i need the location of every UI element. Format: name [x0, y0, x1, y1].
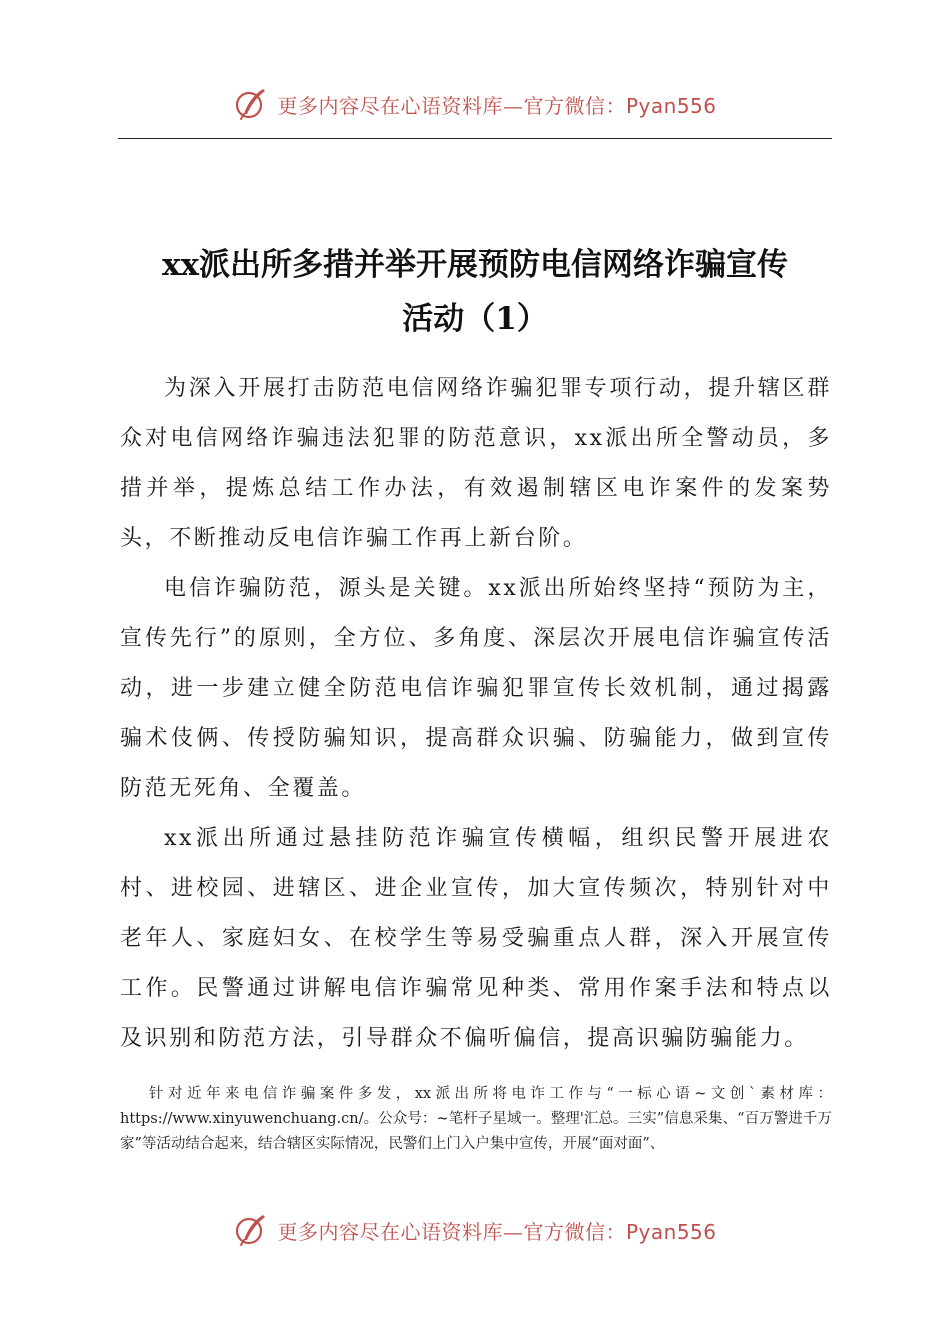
header-contact-label: 官方微信： [523, 93, 626, 118]
footer-separator: — [502, 1219, 524, 1244]
quill-pen-icon [233, 1212, 269, 1248]
footer-watermark [0, 1210, 950, 1250]
quill-pen-icon [233, 86, 269, 122]
document-body [120, 364, 832, 1064]
header-watermark-text [277, 90, 716, 119]
body-paragraph-1: 为深入开展打击防范电信网络诈骗犯罪专项行动，提升辖区群众对电信网络诈骗违法犯罪的防范意识，xx派出所全警动员，多措并举，提炼总结工作办法，有效遏制辖区电诈案件的发案势头，不断推动反电信诈骗工作再上新台阶。 [120, 376, 832, 551]
footer-contact-label: 官方微信： [523, 1219, 626, 1244]
small-print-section [120, 1082, 832, 1157]
header-brand-text: 更多内容尽在心语资料库 [277, 93, 503, 118]
small-paragraph: 针对近年来电信诈骗案件多发，xx派出所将电诈工作与“一标心语~文创`素材库：https://www.xinyuwenchuang.cn/。公众号：~笔杆子星域一。整理'汇总。三实”信息采集、“百万警进千万家”等活动结合起来，结合辖区实际情况，民警们上门入户集中宣传，开展“面对面”、 [120, 1086, 832, 1152]
document-title [110, 238, 840, 346]
footer-brand-text: 更多内容尽在心语资料库 [277, 1219, 503, 1244]
title-line-2: 活动（1） [402, 301, 548, 337]
title-line-1: xx派出所多措并举开展预防电信网络诈骗宣传 [162, 247, 788, 283]
header-contact-id: Pyan556 [625, 93, 717, 118]
header-divider [118, 138, 832, 139]
header-separator: — [502, 93, 524, 118]
body-paragraph-3: xx派出所通过悬挂防范诈骗宣传横幅，组织民警开展进农村、进校园、进辖区、进企业宣传，加大宣传频次，特别针对中老年人、家庭妇女、在校学生等易受骗重点人群，深入开展宣传工作。民警通过讲解电信诈骗常见种类、常用作案手法和特点以及识别和防范方法，引导群众不偏听偏信，提高识骗防骗能力。 [120, 826, 832, 1051]
footer-contact-id: Pyan556 [625, 1219, 717, 1244]
body-paragraph-2: 电信诈骗防范，源头是关键。xx派出所始终坚持“预防为主，宣传先行”的原则，全方位、多角度、深层次开展电信诈骗宣传活动，进一步建立健全防范电信诈骗犯罪宣传长效机制，通过揭露骗术伎俩、传授防骗知识，提高群众识骗、防骗能力，做到宣传防范无死角、全覆盖。 [120, 576, 832, 801]
header-watermark [0, 84, 950, 124]
footer-watermark-text [277, 1216, 716, 1245]
